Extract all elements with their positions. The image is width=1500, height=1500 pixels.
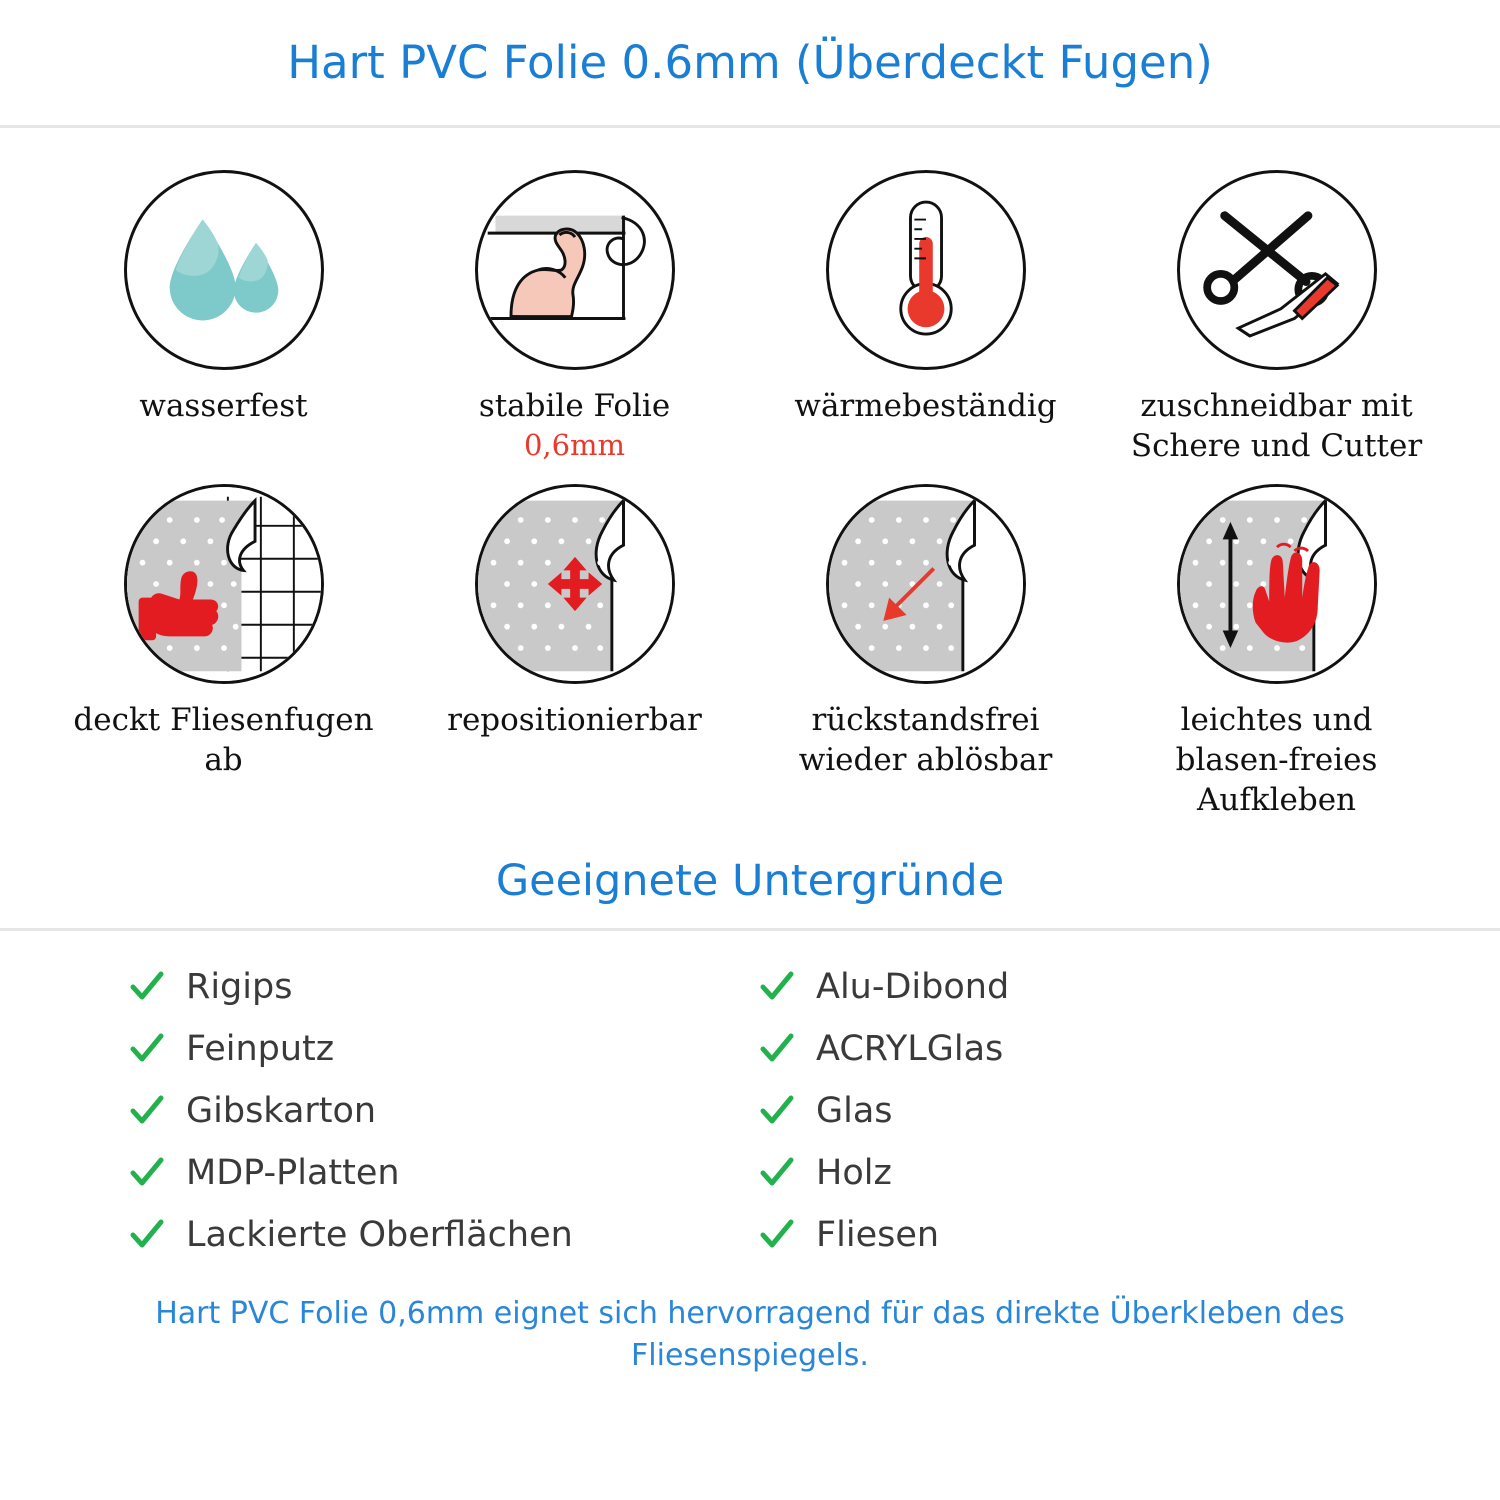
feature-item (48, 484, 399, 820)
substrate-label: MDP-Platten (186, 1153, 400, 1193)
list-item (760, 1145, 1380, 1201)
feature-item (750, 170, 1101, 466)
list-item (130, 1145, 750, 1201)
peel-arrow-icon (826, 484, 1026, 684)
feature-sublabel: 0,6mm (523, 428, 626, 462)
feature-label: zuschneidbar mit Schere und Cutter (1130, 388, 1423, 464)
section-header (0, 856, 1500, 931)
feature-label: deckt Fliesenfugen ab (73, 702, 374, 778)
list-item (130, 1083, 750, 1139)
feature-item (1101, 484, 1452, 820)
footer-text: Hart PVC Folie 0,6mm eignet sich hervorragend für das direkte Überkleben des Fliesenspiegels. (155, 1296, 1345, 1373)
list-item (760, 1083, 1380, 1139)
substrate-label: Gibskarton (186, 1091, 377, 1131)
feature-label: rückstandsfrei wieder ablösbar (798, 702, 1053, 778)
substrate-label: Glas (816, 1091, 893, 1131)
substrate-list (0, 959, 1500, 1263)
feature-label: repositionierbar (447, 702, 702, 738)
header (0, 0, 1500, 128)
substrate-column-right (760, 959, 1380, 1263)
check-icon (130, 1032, 164, 1066)
check-icon (760, 970, 794, 1004)
list-item (130, 959, 750, 1015)
thermometer-icon (826, 170, 1026, 370)
check-icon (760, 1218, 794, 1252)
feature-item (750, 484, 1101, 820)
page-title: Hart PVC Folie 0.6mm (Überdeckt Fugen) (287, 36, 1213, 89)
water-drops-icon (124, 170, 324, 370)
check-icon (760, 1156, 794, 1190)
feature-label: leichtes und blasen-freies Aufkleben (1175, 702, 1378, 818)
four-arrows-icon (475, 484, 675, 684)
substrate-label: Fliesen (816, 1215, 940, 1255)
substrate-column-left (130, 959, 750, 1263)
feature-label: wärmebeständig (794, 388, 1057, 424)
check-icon (760, 1032, 794, 1066)
list-item (760, 1207, 1380, 1263)
check-icon (130, 970, 164, 1004)
substrate-label: Feinputz (186, 1029, 335, 1069)
check-icon (130, 1094, 164, 1128)
list-item (130, 1207, 750, 1263)
substrate-label: Rigips (186, 967, 293, 1007)
hand-smoothing-icon (1177, 484, 1377, 684)
check-icon (130, 1156, 164, 1190)
check-icon (130, 1218, 164, 1252)
feature-item (1101, 170, 1452, 466)
list-item (760, 1021, 1380, 1077)
section-title: Geeignete Untergründe (495, 856, 1005, 906)
substrate-label: Lackierte Oberflächen (186, 1215, 573, 1255)
substrate-label: Alu-Dibond (816, 967, 1010, 1007)
footer (0, 1293, 1500, 1377)
feature-label: stabile Folie (478, 388, 671, 424)
feature-item (399, 484, 750, 820)
thumbs-up-tiles-icon (124, 484, 324, 684)
substrate-label: ACRYLGlas (816, 1029, 1004, 1069)
feature-item (48, 170, 399, 466)
feature-grid (0, 128, 1500, 820)
check-icon (760, 1094, 794, 1128)
scissors-cutter-icon (1177, 170, 1377, 370)
substrate-label: Holz (816, 1153, 892, 1193)
flexed-arm-foil-icon (475, 170, 675, 370)
feature-label: wasserfest (139, 388, 308, 424)
list-item (760, 959, 1380, 1015)
feature-item (399, 170, 750, 466)
list-item (130, 1021, 750, 1077)
